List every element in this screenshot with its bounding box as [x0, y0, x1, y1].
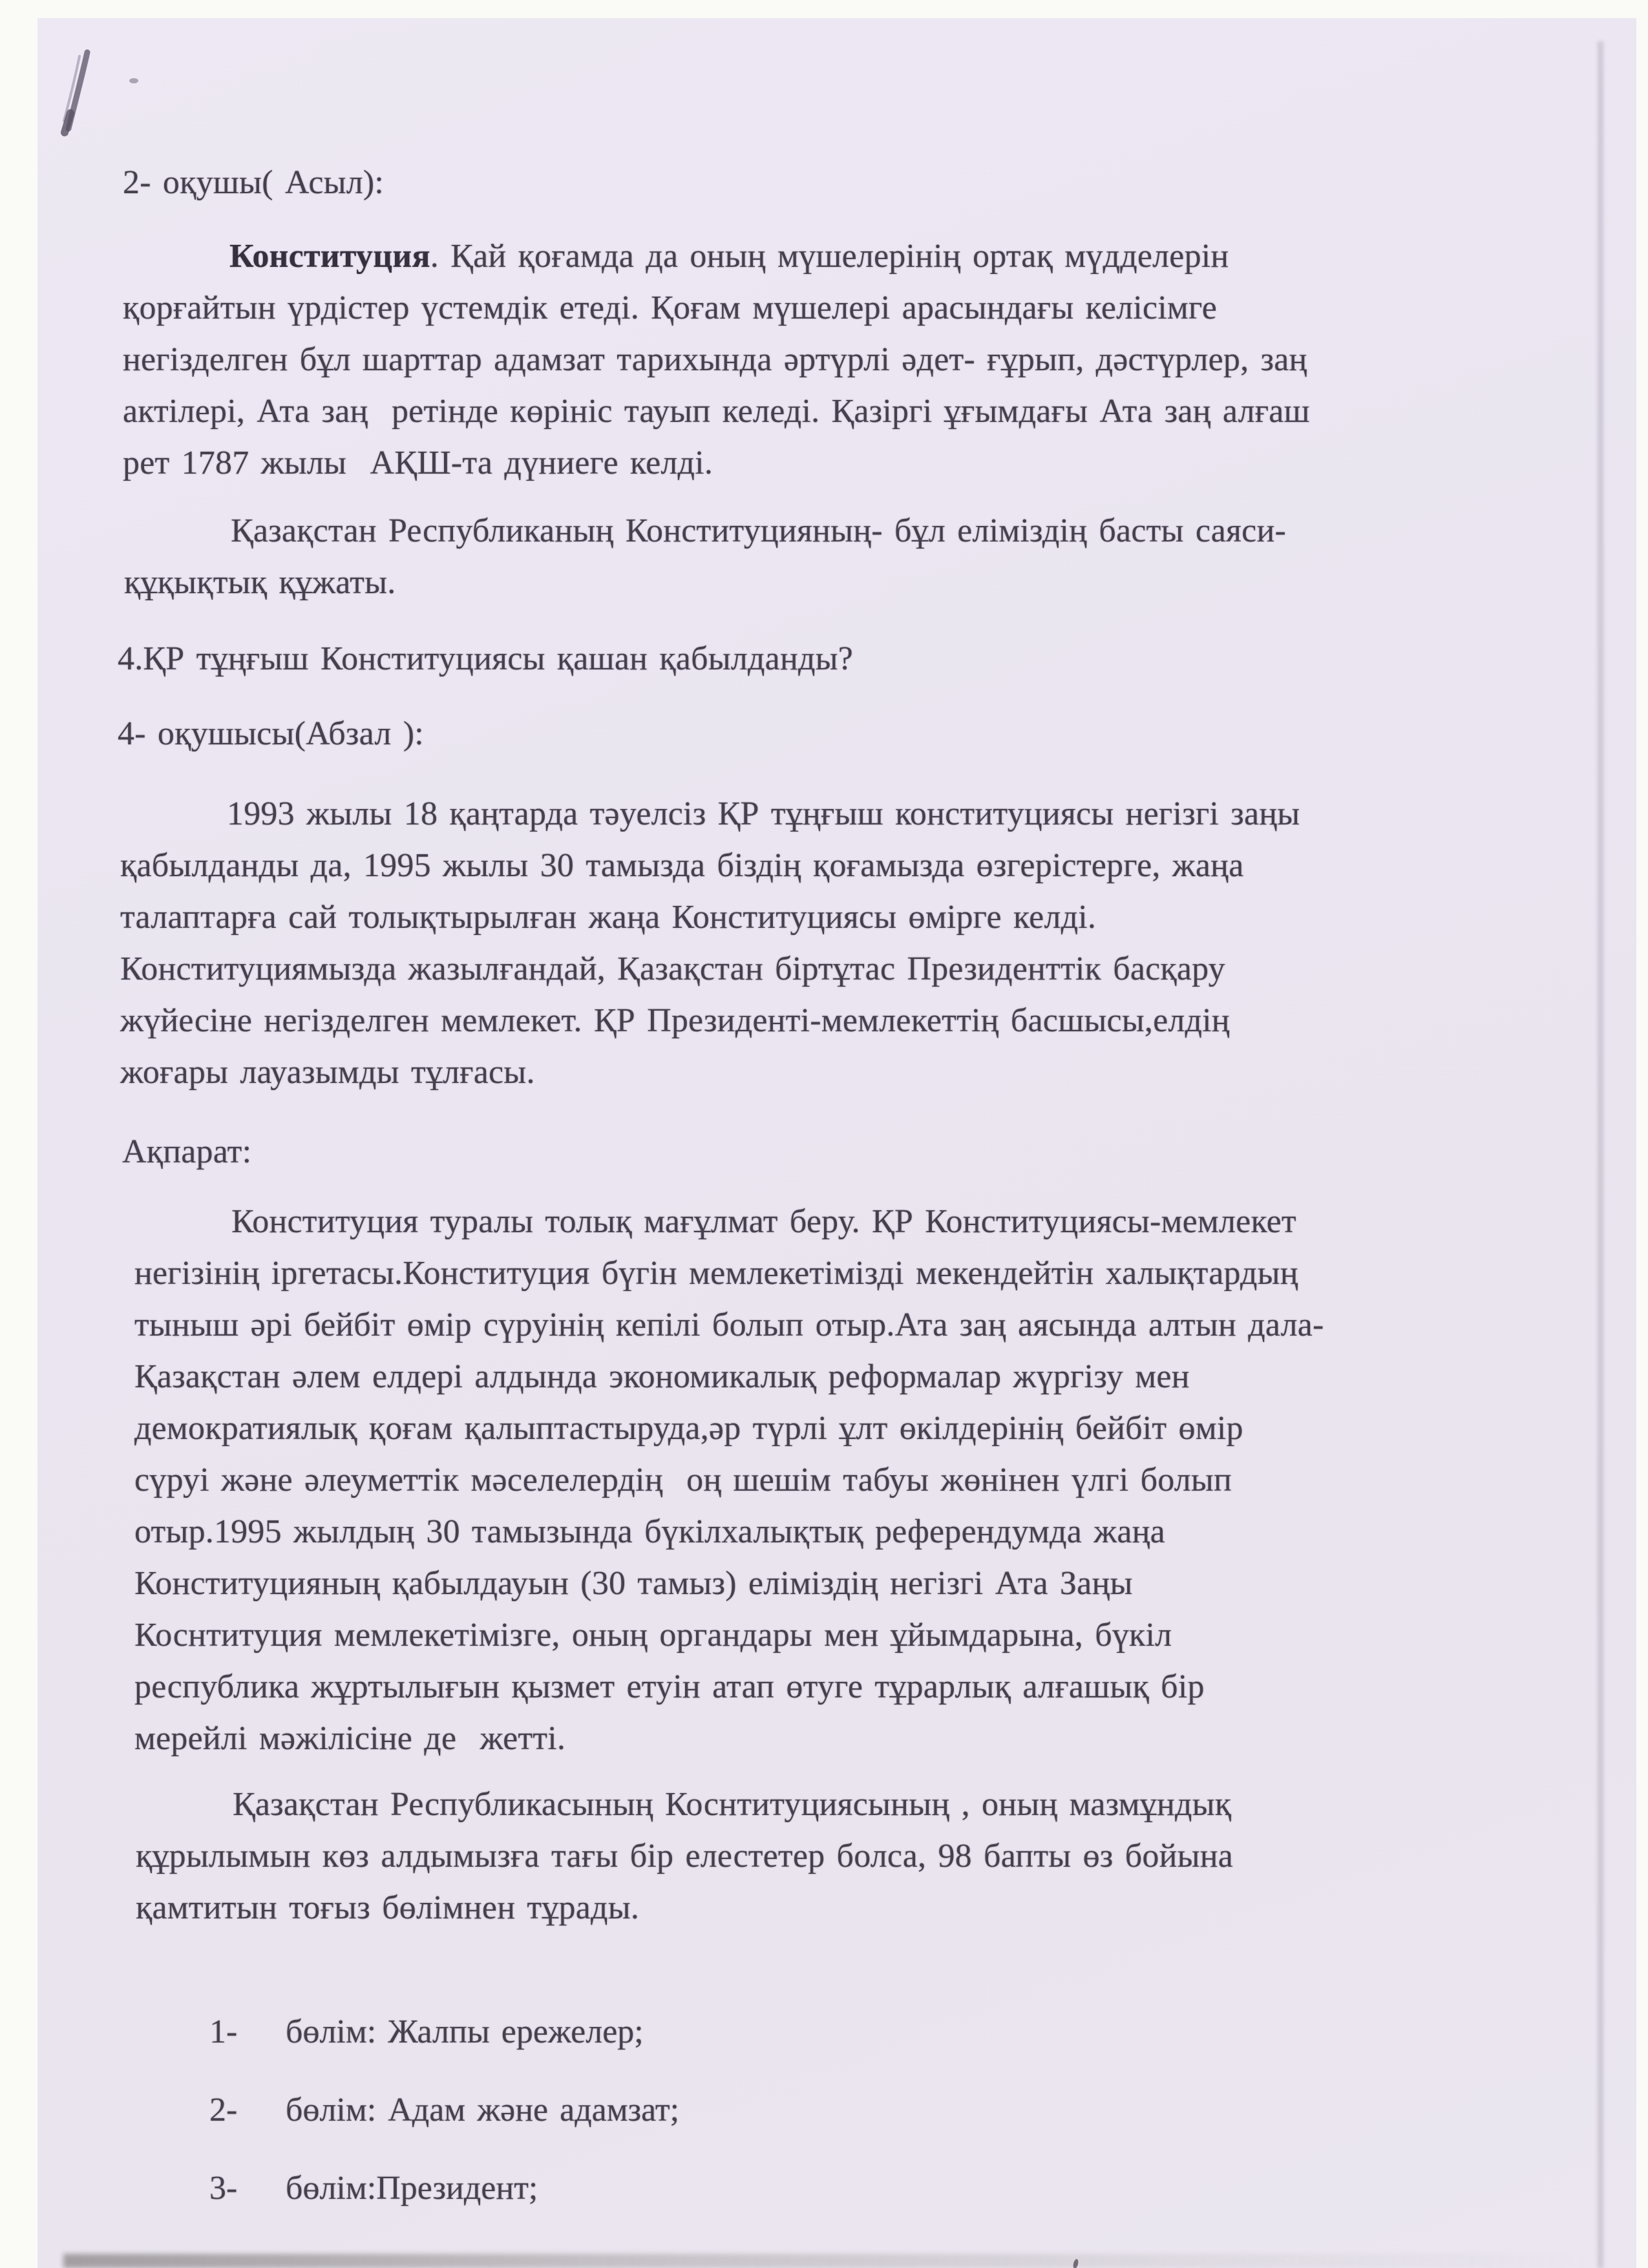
text-line: Конституция туралы толық мағұлмат беру. ҚР Конституциясы-мемлекет	[231, 1203, 1296, 1240]
list-item-section-3	[140, 2111, 538, 2266]
paper-fold-shadow	[1598, 41, 1603, 2268]
text-line: сүруі және әлеуметтік мәселелердің оң шешім табуы жөнінен үлгі болып	[134, 1462, 1232, 1498]
text-line: қорғайтын үрдістер үстемдік етеді. Қоғам мүшелері арасындағы келісімге	[123, 289, 1218, 326]
list-label: бөлім: Жалпы ережелер;	[286, 2013, 644, 2050]
text-line: жоғары лауазымды тұлғасы.	[120, 1054, 535, 1091]
text-line: демократиялық қоғам қалыптастыруда,әр түрлі ұлт өкілдерінің бейбіт өмір	[134, 1410, 1243, 1447]
text-line: Коснтитуция мемлекетімізге, оның органдары мен ұйымдарына, бүкіл	[134, 1617, 1172, 1654]
text-line: отыр.1995 жылдың 30 тамызында бүкілхалықтық референдумда жаңа	[134, 1513, 1165, 1550]
text-line: жүйесіне негізделген мемлекет. ҚР Президенті-мемлекеттің басшысы,елдің	[120, 1002, 1230, 1039]
info-heading: Ақпарат:	[122, 1133, 252, 1170]
text-line: Конституцияның қабылдауын (30 тамыз) еліміздің негізгі Ата Заңы	[134, 1565, 1133, 1602]
text-line: актілері, Ата заң ретінде көрініс тауып келеді. Қазіргі ұғымдағы Ата заң алғаш	[123, 393, 1310, 430]
list-label: бөлім:Президент;	[286, 2170, 538, 2207]
text-line: Конституциямызда жазылғандай, Қазақстан біртұтас Президенттік басқару	[120, 950, 1225, 987]
paragraph-structure	[136, 1779, 1233, 1934]
text-line: негізделген бұл шарттар адамзат тарихында әртүрлі әдет- ғұрып, дәстүрлер, заң	[123, 341, 1307, 378]
text-line: мерейлі мәжілісіне де жетті.	[134, 1720, 566, 1757]
pen-check-mark	[50, 47, 154, 151]
speaker-4-heading: 4- оқушысы(Абзал ):	[118, 715, 424, 752]
text-line: тыныш әрі бейбіт өмір сүруінің кепілі болып отыр.Ата заң аясында алтын дала-	[134, 1307, 1324, 1343]
paragraph-information	[134, 1196, 1324, 1765]
list-label: бөлім: Адам және адамзат;	[286, 2092, 680, 2128]
paper-sheet	[37, 18, 1636, 2268]
text-run: . Қай қоғамда да оның мүшелерінің ортақ мүдделерін	[430, 238, 1229, 275]
text-line: негізінің іргетасы.Конституция бүгін мемлекетімізді мекендейтін халықтардың	[134, 1255, 1298, 1292]
text-line: құқықтық құжаты.	[124, 564, 396, 601]
paragraph-main-document	[124, 505, 1286, 609]
paragraph-1993-constitution	[120, 788, 1300, 1098]
bold-lead-word: Конституция	[229, 238, 430, 275]
question-4: 4.ҚР тұңғыш Конституциясы қашан қабылданды?	[118, 640, 854, 677]
text-line	[123, 231, 1310, 282]
list-number: 1-	[209, 2013, 238, 2050]
speaker-2-heading: 2- оқушы( Асыл):	[123, 164, 385, 201]
text-line: қамтитын тоғыз бөлімнен тұрады.	[136, 1889, 640, 1926]
text-line: Қазақстан Республикасының Коснтитуциясының , оның мазмұндық	[233, 1786, 1232, 1823]
text-line: талаптарға сай толықтырылған жаңа Конституциясы өмірге келді.	[120, 899, 1097, 936]
text-line: Қазақстан әлем елдері алдында экономикалық реформалар жүргізу мен	[134, 1358, 1190, 1395]
list-number: 2-	[209, 2092, 238, 2128]
paragraph-constitution-intro	[123, 231, 1310, 489]
text-line: қабылданды да, 1995 жылы 30 тамызда біздің қоғамызда өзгерістерге, жаңа	[120, 847, 1244, 884]
text-line: 1993 жылы 18 қаңтарда тәуелсіз ҚР тұңғыш конституциясы негізгі заңы	[227, 795, 1300, 832]
text-line: Қазақстан Республиканың Конституцияның- бұл еліміздің басты саяси-	[231, 512, 1286, 549]
text-line: құрылымын көз алдымызға тағы бір елестетер болса, 98 бапты өз бойына	[136, 1838, 1234, 1874]
text-line: рет 1787 жылы АҚШ-та дүниеге келді.	[123, 445, 713, 481]
list-number: 3-	[209, 2170, 238, 2207]
text-line: республика жұртылығын қызмет етуін атап өтуге тұрарлық алғашық бір	[134, 1668, 1205, 1705]
